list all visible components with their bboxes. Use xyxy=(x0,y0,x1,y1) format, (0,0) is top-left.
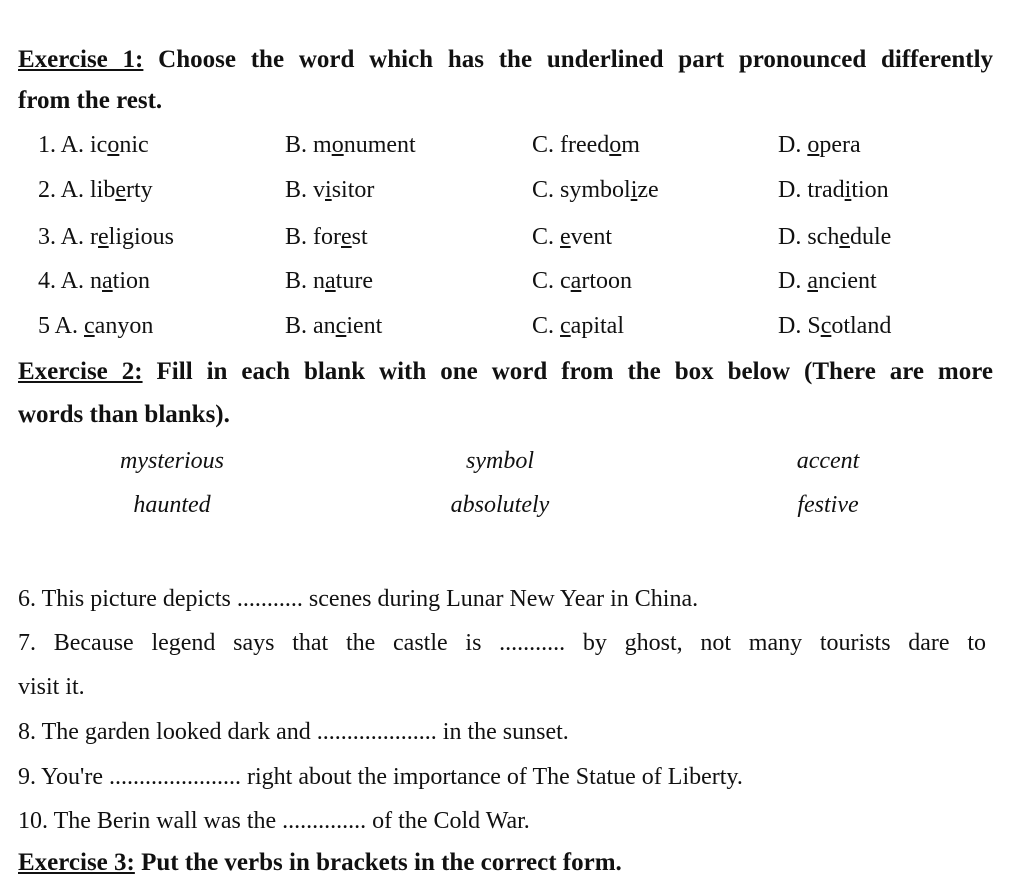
word-part: sitor xyxy=(331,177,375,203)
question-2-option-b xyxy=(285,173,374,207)
question-3-option-c xyxy=(532,220,612,254)
word-part: C. xyxy=(532,224,561,250)
word-part: C. xyxy=(532,313,561,339)
word-part: B. v xyxy=(285,177,326,203)
underlined-part: c xyxy=(335,313,347,339)
word-part: D. xyxy=(778,132,808,158)
sentence-8: 8. The garden looked dark and .................... in the sunset. xyxy=(18,719,569,745)
question-number: 3. A. xyxy=(38,224,85,250)
underlined-part: c xyxy=(560,313,571,339)
sentence-7: 7. Because legend says that the castle is ........... by ghost, not many tourists dare to xyxy=(18,630,986,656)
exercise1-heading xyxy=(18,38,993,82)
underlined-part: o xyxy=(807,132,820,158)
word-part: B. n xyxy=(285,268,326,294)
underlined-part: e xyxy=(839,224,850,250)
word-part: nument xyxy=(343,132,416,158)
exercise3-heading xyxy=(18,848,622,878)
word-part: ient xyxy=(346,313,383,339)
word-part: anyon xyxy=(94,313,154,339)
question-2-option-d xyxy=(778,173,889,207)
underlined-part: a xyxy=(807,268,818,294)
question-5-option-d xyxy=(778,309,891,343)
exercise2-heading xyxy=(18,350,993,394)
word-part: ic xyxy=(90,132,108,158)
question-2-option-c xyxy=(532,173,659,207)
word-part: D. sch xyxy=(778,224,840,250)
question-1-option-a xyxy=(38,128,149,162)
word-mysterious: mysterious xyxy=(120,448,224,474)
underlined-part: i xyxy=(844,177,852,203)
question-5-option-b xyxy=(285,309,382,343)
word-part: vent xyxy=(570,224,612,250)
word-part: ture xyxy=(335,268,373,294)
word-symbol: symbol xyxy=(466,448,534,474)
word-part: ncient xyxy=(818,268,877,294)
underlined-part: e xyxy=(341,224,352,250)
underlined-part: o xyxy=(609,132,622,158)
underlined-part: e xyxy=(560,224,571,250)
underlined-part: a xyxy=(570,268,582,294)
underlined-part: e xyxy=(115,177,127,203)
underlined-part: c xyxy=(84,313,95,339)
question-3-option-d xyxy=(778,220,891,254)
question-number: 1. A. xyxy=(38,132,85,158)
underlined-part: o xyxy=(331,132,344,158)
word-absolutely: absolutely xyxy=(450,492,550,518)
underlined-part: c xyxy=(820,313,832,339)
underlined-part: a xyxy=(325,268,336,294)
question-1-option-c xyxy=(532,128,640,162)
exercise1-label: Exercise 1: xyxy=(18,46,144,73)
question-row-4 xyxy=(0,264,1024,298)
question-4-option-c xyxy=(532,264,632,298)
word-part: rtoon xyxy=(581,268,632,294)
word-part: ze xyxy=(637,177,659,203)
question-1-option-d xyxy=(778,128,861,162)
word-part: ligious xyxy=(108,224,175,250)
word-part: lib xyxy=(90,177,116,203)
question-3-option-b xyxy=(285,220,368,254)
question-number: 2. A. xyxy=(38,177,85,203)
word-part: D. xyxy=(778,268,808,294)
sentence-7-cont: visit it. xyxy=(18,674,85,700)
word-part: otland xyxy=(831,313,892,339)
question-row-1 xyxy=(0,128,1024,162)
sentence-6: 6. This picture depicts ........... scenes during Lunar New Year in China. xyxy=(18,586,699,612)
question-number: 4. A. xyxy=(38,268,85,294)
word-part: C. c xyxy=(532,268,571,294)
question-number: 5 A. xyxy=(38,313,79,339)
word-part: C. freed xyxy=(532,132,610,158)
question-5-option-a xyxy=(38,309,153,343)
underlined-part: a xyxy=(102,268,113,294)
exercise1-instruction-cont: from the rest. xyxy=(18,87,163,114)
word-part: B. m xyxy=(285,132,332,158)
question-5-option-c xyxy=(532,309,624,343)
exercise3-label: Exercise 3: xyxy=(18,849,135,876)
word-accent: accent xyxy=(796,448,860,474)
word-part: n xyxy=(90,268,103,294)
word-part: D. trad xyxy=(778,177,845,203)
question-row-5 xyxy=(0,309,1024,343)
word-part: tion xyxy=(851,177,889,203)
underlined-part: i xyxy=(325,177,332,203)
word-part: rty xyxy=(126,177,153,203)
word-part: nic xyxy=(119,132,149,158)
exercise3-instruction: Put the verbs in brackets in the correct form. xyxy=(141,849,622,876)
question-row-2 xyxy=(0,173,1024,207)
word-part: B. an xyxy=(285,313,336,339)
word-part: dule xyxy=(849,224,892,250)
question-4-option-a xyxy=(38,264,150,298)
word-part: pera xyxy=(819,132,861,158)
underlined-part: o xyxy=(107,132,120,158)
word-part: apital xyxy=(570,313,624,339)
word-part: C. symbol xyxy=(532,177,631,203)
exercise2-instruction: Fill in each blank with one word from the box below (There are more xyxy=(156,358,994,385)
underlined-part: e xyxy=(98,224,109,250)
word-part: st xyxy=(351,224,368,250)
question-4-option-d xyxy=(778,264,877,298)
question-1-option-b xyxy=(285,128,416,162)
word-festive: festive xyxy=(797,492,859,518)
word-part: D. S xyxy=(778,313,821,339)
word-haunted: haunted xyxy=(133,492,211,518)
word-part: r xyxy=(90,224,99,250)
question-3-option-a xyxy=(38,220,174,254)
question-row-3 xyxy=(0,220,1024,254)
question-4-option-b xyxy=(285,264,373,298)
exercise1-instruction: Choose the word which has the underlined part pronounced differently xyxy=(158,46,994,73)
word-part: m xyxy=(621,132,640,158)
exercise2-label: Exercise 2: xyxy=(18,358,143,385)
exercise2-instruction-cont: words than blanks). xyxy=(18,401,230,428)
sentence-9: 9. You're ...................... right about the importance of The Statue of Liberty. xyxy=(18,764,743,790)
word-part: tion xyxy=(112,268,151,294)
question-2-option-a xyxy=(38,173,153,207)
sentence-10: 10. The Berin wall was the .............. of the Cold War. xyxy=(18,808,530,834)
underlined-part: i xyxy=(630,177,638,203)
word-part: B. for xyxy=(285,224,341,250)
